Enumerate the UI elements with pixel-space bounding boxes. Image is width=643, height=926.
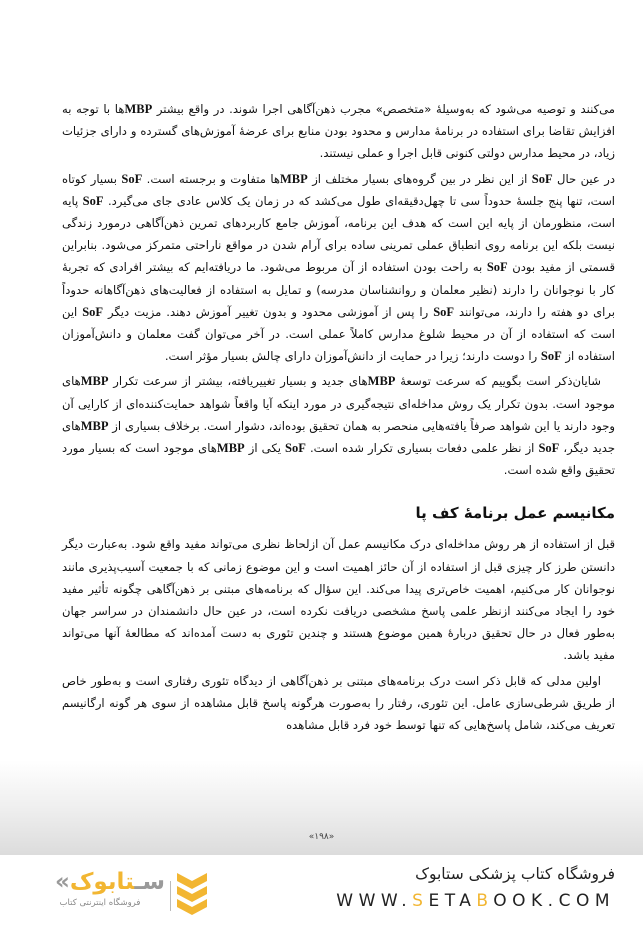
- bold-term: SoF: [82, 304, 104, 319]
- bold-term: SoF: [540, 349, 562, 364]
- bold-term: MBP: [80, 418, 109, 433]
- bold-term: SoF: [531, 171, 553, 186]
- store-name: فروشگاه کتاب پزشکی ستابوک: [415, 865, 615, 883]
- url-part: ETA: [428, 891, 477, 911]
- bold-term: MBP: [124, 102, 153, 116]
- bold-term: SoF: [285, 441, 306, 456]
- publisher-footer: [0, 855, 643, 926]
- paragraph-group-2: [62, 533, 615, 736]
- logo-divider: [170, 881, 171, 911]
- url-part: OOK.COM: [493, 891, 615, 911]
- url-accent-letter: B: [476, 891, 494, 911]
- chevron-logo-icon: [177, 873, 207, 915]
- page-number: «۱۹۸»: [308, 832, 335, 842]
- bold-term: SoF: [538, 441, 560, 456]
- bold-term: SoF: [486, 260, 508, 275]
- section-heading: مکانیسم عمل برنامهٔ کف پا: [415, 504, 615, 523]
- bold-term: MBP: [280, 171, 308, 186]
- logo-wordmark-accent: تابوک: [69, 869, 135, 895]
- logo-wordmark-gray: «سـ: [55, 869, 165, 895]
- url-accent-letter: S: [412, 891, 429, 911]
- paragraph: اولین مدلی که قابل ذکر است درک برنامه‌های مبتنی بر ذهن‌آگاهی از دیدگاه تئوری رفتاری است و به‌طور خاص از طریق شرطی‌سازی عامل. این تئوری، رفتار را به‌صورت هرگونه پاسخ قابل مشاهده از سوی هر گونه ارگانیسم تعریف می‌کند، شامل پاسخ‌هایی که تنها توسط خود فرد قابل مشاهده: [62, 673, 615, 733]
- bold-term: MBP: [80, 374, 109, 389]
- paragraph: می‌کنند و توصیه می‌شود که به‌وسیلهٔ «متخصص» مجرب ذهن‌آگاهی اجرا شوند. در واقع بیشتر MBPها با توجه به افزایش تقاضا برای استفاده در برنامهٔ مدارس و محدود بودن منابع برای عرضهٔ آموزش‌های گسترده و دارای جزئیات زیاد، در محیط مدارس دولتی کنونی قابل اجرا و عملی نیستند.: [62, 102, 615, 161]
- paragraph-group-1: [62, 98, 615, 481]
- bold-term: SoF: [433, 304, 455, 319]
- bold-term: MBP: [216, 441, 245, 456]
- bold-term: MBP: [367, 374, 396, 389]
- paragraph: قبل از استفاده از هر روش مداخله‌ای درک مکانیسم عمل آن ازلحاظ نظری می‌تواند مفید واقع شود. به‌عبارت دیگر دانستن طرز کار چیزی قبل از استفاده از آن حائز اهمیت است و این موضوع زمانی که با جمعیت آسیب‌پذیری مانند نوجوانان کار می‌کنیم، اهمیت خاص‌تری پیدا می‌کند. این سؤال که برنامه‌های مبتنی بر ذهن‌آگاهی چگونه تأثیر مفید خود را ایجاد می‌کنند ازنظر علمی پاسخ مشخصی دریافت نکرده است، در عین حال دانشمندان در سراسر جهان به‌طور فعال در حال تحقیق دربارهٔ همین موضوع هستند و چندین تئوری به دست آمده‌اند که مطالعهٔ آنها می‌تواند مفید باشد.: [62, 537, 615, 663]
- paragraph: شایان‌ذکر است بگوییم که سرعت توسعهٔ MBPهای جدید و بسیار تغییریافته، بیشتر از سرعت تکرار MBPهای موجود است. بدون تکرار یک روش مداخله‌ای نتیجه‌گیری در مورد اینکه آیا واقعاً شواهد حمایت‌کننده‌ای از کارایی آن وجود دارند یا این شواهد صرفاً یافته‌هایی منحصر به همان تحقیق بوده‌اند، دشوار است. برخلاف بسیاری از MBPهای جدید دیگر، SoF از نظر علمی دفعات بسیاری تکرار شده است. SoF یکی از MBPهای موجود است که بسیار مورد تحقیق واقع شده است.: [62, 374, 615, 478]
- setabook-logo[interactable]: [30, 869, 205, 919]
- logo-wordmark: [30, 869, 165, 895]
- logo-tagline: فروشگاه اینترنتی کتاب: [59, 898, 141, 908]
- store-url[interactable]: [336, 891, 615, 911]
- page-body: [62, 98, 615, 736]
- url-part: WWW.: [336, 891, 413, 911]
- bold-term: SoF: [82, 193, 104, 208]
- bold-term: SoF: [121, 171, 143, 186]
- paragraph: در عین حال SoF از این نظر در بین گروه‌های بسیار مختلف از MBPها متفاوت و برجسته است. SoF بسیار کوتاه است، تنها پنج جلسهٔ حدوداً سی تا چهل‌دقیقه‌ای طول می‌کشد که در زمان یک کلاس عادی جای می‌گیرد. SoF پایه است، منظورمان از پایه این است که هدف این برنامه، آموزش جامع کاربردهای تمرین ذهن‌آگاهی درمورد زندگی نیست بلکه این برنامه روی انطباق عملی تمرینی ساده برای آرام شدن در مواقع ناراحتی متمرکز می‌شود. بنابراین قسمتی از مفید بودن SoF به راحت بودن استفاده از آن مربوط می‌شود. ما دریافته‌ایم که بیشتر افرادی که تجربهٔ کار با نوجوانان را دارند (نظیر معلمان و روانشناسان مدرسه) و تمایل به استفاده از فعالیت‌های ذهن‌آگاهانه حدوداً برای دو هفته را دارند، می‌توانند SoF را پس از آموزشی محدود و بدون تغییر آموزش دهند. مزیت دیگر SoF این است که استفاده از آن در محیط شلوغ مدارس کاملاً عملی است. در آخر می‌توان گفت معلمان و دانش‌آموزان استفاده از SoF را دوست دارند؛ زیرا در حمایت از دانش‌آموزان دارای چالش بسیار مؤثر است.: [62, 171, 616, 364]
